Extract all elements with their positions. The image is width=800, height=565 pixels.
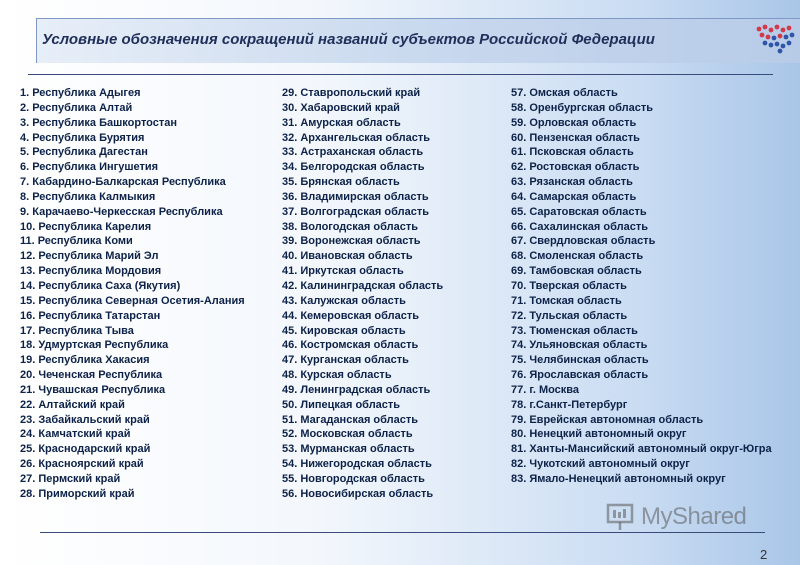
list-item: 37. Волгоградская область xyxy=(282,205,429,218)
list-item: 8. Республика Калмыкия xyxy=(20,190,156,203)
list-item: 44. Кемеровская область xyxy=(282,309,420,322)
list-item: 73. Тюменская область xyxy=(511,324,638,337)
subjects-column-1 xyxy=(20,86,275,502)
list-item: 22. Алтайский край xyxy=(20,398,125,411)
list-item: 26. Красноярский край xyxy=(20,458,144,471)
list-item: 61. Псковская область xyxy=(511,146,634,159)
list-item: 72. Тульская область xyxy=(511,309,628,322)
list-item: 65. Саратовская область xyxy=(511,205,647,218)
list-item: 59. Орловская область xyxy=(511,116,637,129)
list-item: 66. Сахалинская область xyxy=(511,220,649,233)
list-item: 60. Пензенская область xyxy=(511,131,640,144)
list-item: 25. Краснодарский край xyxy=(20,443,151,456)
list-item: 15. Республика Северная Осетия-Алания xyxy=(20,294,245,307)
list-item: 34. Белгородская область xyxy=(282,161,425,174)
list-item: 58. Оренбургская область xyxy=(511,101,653,114)
list-item: 82. Чукотский автономный округ xyxy=(511,458,690,471)
list-item: 7. Кабардино-Балкарская Республика xyxy=(20,176,226,189)
list-item: 1. Республика Адыгея xyxy=(20,87,141,99)
list-item: 32. Архангельская область xyxy=(282,131,431,144)
page-title: Условные обозначения сокращений названий субъектов Российской Федерации xyxy=(42,31,655,48)
list-item: 5. Республика Дагестан xyxy=(20,146,148,159)
list-item: 17. Республика Тыва xyxy=(20,324,134,337)
list-item: 83. Ямало-Ненецкий автономный округ xyxy=(511,472,726,485)
list-item: 54. Нижегородская область xyxy=(282,458,432,471)
divider xyxy=(40,532,765,533)
list-item: 28. Приморский край xyxy=(20,487,135,500)
list-item: 75. Челябинская область xyxy=(511,354,649,367)
list-item: 76. Ярославская область xyxy=(511,369,649,382)
list-item: 38. Вологодская область xyxy=(282,220,418,233)
list-item: 14. Республика Саха (Якутия) xyxy=(20,279,181,292)
page-number: 2 xyxy=(760,547,768,562)
divider xyxy=(28,74,773,75)
list-item: 21. Чувашская Республика xyxy=(20,383,166,396)
list-item: 10. Республика Карелия xyxy=(20,220,152,233)
list-item: 47. Курганская область xyxy=(282,354,409,367)
list-item: 48. Курская область xyxy=(282,369,392,382)
list-item: 31. Амурская область xyxy=(282,116,401,129)
list-item: 16. Республика Татарстан xyxy=(20,309,161,322)
list-item: 74. Ульяновская область xyxy=(511,339,648,352)
list-item: 70. Тверская область xyxy=(511,279,627,292)
list-item: 23. Забайкальский край xyxy=(20,413,150,426)
list-item: 55. Новгородская область xyxy=(282,472,425,485)
list-item: 33. Астраханская область xyxy=(282,146,424,159)
list-item: 12. Республика Марий Эл xyxy=(20,250,159,263)
list-item: 43. Калужская область xyxy=(282,294,406,307)
list-item: 52. Московская область xyxy=(282,428,413,441)
list-item: 51. Магаданская область xyxy=(282,413,419,426)
list-item: 56. Новосибирская область xyxy=(282,487,434,500)
list-item: 63. Рязанская область xyxy=(511,176,633,189)
list-item: 30. Хабаровский край xyxy=(282,101,400,114)
subjects-column-2 xyxy=(282,86,504,502)
list-item: 19. Республика Хакасия xyxy=(20,354,150,367)
list-item: 39. Воронежская область xyxy=(282,235,421,248)
list-item: 67. Свердловская область xyxy=(511,235,656,248)
list-item: 46. Костромская область xyxy=(282,339,419,352)
list-item: 81. Ханты-Мансийский автономный округ-Югра xyxy=(511,443,772,456)
list-item: 3. Республика Башкортостан xyxy=(20,116,178,129)
list-item: 62. Ростовская область xyxy=(511,161,640,174)
list-item: 36. Владимирская область xyxy=(282,190,429,203)
list-item: 11. Республика Коми xyxy=(20,235,133,248)
list-item: 64. Самарская область xyxy=(511,190,637,203)
list-item: 50. Липецкая область xyxy=(282,398,401,411)
list-item: 53. Мурманская область xyxy=(282,443,415,456)
list-item: 40. Ивановская область xyxy=(282,250,413,263)
list-item: 79. Еврейская автономная область xyxy=(511,413,704,426)
list-item: 24. Камчатский край xyxy=(20,428,131,441)
dots-logo-icon xyxy=(747,21,797,55)
watermark xyxy=(605,500,765,536)
list-item: 77. г. Москва xyxy=(511,383,580,396)
list-item: 18. Удмуртская Республика xyxy=(20,339,169,352)
watermark-text: MyShared xyxy=(641,503,747,530)
list-item: 35. Брянская область xyxy=(282,176,400,189)
list-item: 6. Республика Ингушетия xyxy=(20,161,159,174)
list-item: 4. Республика Бурятия xyxy=(20,131,145,144)
list-item: 42. Калининградская область xyxy=(282,279,444,292)
list-item: 9. Карачаево-Черкесская Республика xyxy=(20,205,223,218)
list-item: 69. Тамбовская область xyxy=(511,265,642,278)
list-item: 20. Чеченская Республика xyxy=(20,369,163,382)
list-item: 78. г.Санкт-Петербург xyxy=(511,398,628,411)
list-item: 27. Пермский край xyxy=(20,472,121,485)
list-item: 2. Республика Алтай xyxy=(20,101,133,114)
list-item: 80. Ненецкий автономный округ xyxy=(511,428,687,441)
list-item: 29. Ставропольский край xyxy=(282,87,421,99)
list-item: 71. Томская область xyxy=(511,294,622,307)
presentation-board-icon xyxy=(605,502,635,532)
list-item: 57. Омская область xyxy=(511,87,618,99)
list-item: 68. Смоленская область xyxy=(511,250,644,263)
list-item: 13. Республика Мордовия xyxy=(20,265,162,278)
list-item: 41. Иркутская область xyxy=(282,265,404,278)
list-item: 45. Кировская область xyxy=(282,324,406,337)
subjects-column-3 xyxy=(511,86,793,487)
list-item: 49. Ленинградская область xyxy=(282,383,431,396)
